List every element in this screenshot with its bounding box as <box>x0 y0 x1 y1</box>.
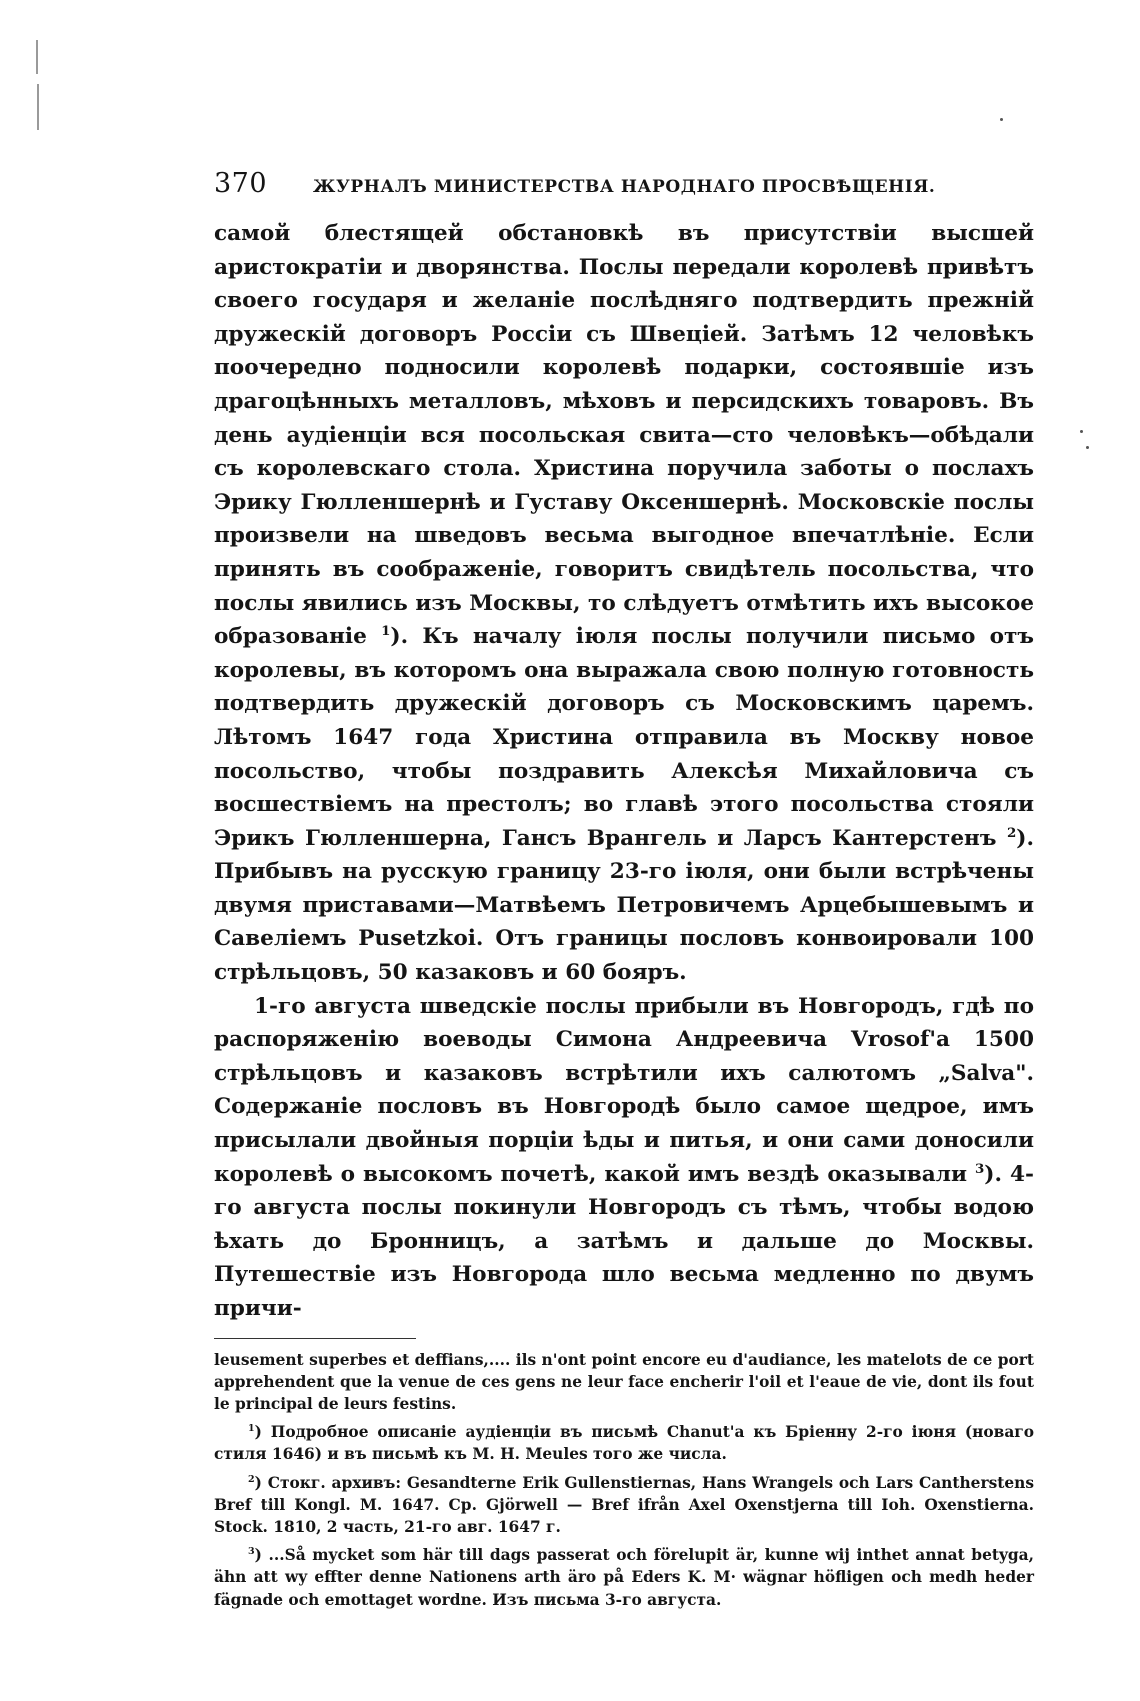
paragraph-text: ). Къ началу іюля послы получили письмо отъ королевы, въ которомъ она выражала свою полную готовность подтвердить дружескій договоръ съ Московскимъ царемъ. Лѣтомъ 1647 года Христина отправила въ Москву новое посольство, чтобы поздравить Алексѣя Михайловича съ восшествіемъ на престолъ; во главѣ этого посольства стояли Эрикъ Гюлленшерна, Гансъ Врангель и Ларсъ Кантерстенъ <box>214 624 1034 851</box>
scan-speck <box>1000 118 1003 121</box>
paragraph-text: самой блестящей обстановкѣ въ присутствіи высшей аристократіи и дворянства. Послы передали королевѣ привѣтъ своего государя и желаніе послѣдняго подтвердить прежній дружескій договоръ Россіи съ Швеціей. Затѣмъ 12 человѣкъ поочередно подносили королевѣ подарки, состоявшіе изъ драгоцѣнныхъ металловъ, мѣховъ и персидскихъ товаровъ. Въ день аудіенціи вся посольская свита—сто человѣкъ—обѣдали съ королевскаго стола. Христина поручила заботы о послахъ Эрику Гюлленшернѣ и Густаву Оксеншернѣ. Московскіе послы произвели на шведовъ весьма выгодное впечатлѣніе. Если принять въ соображеніе, говоритъ свидѣтель посольства, что послы явились изъ Москвы, то слѣдуетъ отмѣтить ихъ высокое образованіе <box>214 221 1034 650</box>
footnote-marker: 2 <box>248 1473 255 1485</box>
footnote <box>214 1421 1034 1465</box>
scan-edge-marks <box>36 40 39 130</box>
footnote-text: ) ...Så mycket som här till dags passerat och förelupit är, kunne wij inthet annat betyga, ähn att wy effter denne Nationens arth äro på Eders K. M· wägnar höfligen och medh heder fägnade och emottaget wordne. Изъ письма 3-го августа. <box>214 1546 1034 1609</box>
paragraph-text: 1-го августа шведскіе послы прибыли въ Новгородъ, гдѣ по распоряженію воеводы Симона Андреевича Vrosof'а 1500 стрѣльцовъ и казаковъ встрѣтили ихъ салютомъ „Salva". Содержаніе пословъ въ Новгородѣ было самое щедрое, имъ присылали двойныя порціи ѣды и питья, и они сами доносили королевѣ о высокомъ почетѣ, какой имъ вездѣ оказывали <box>214 993 1034 1187</box>
running-title: ЖУРНАЛЪ МИНИСТЕРСТВА НАРОДНАГО ПРОСВѢЩЕНІЯ. <box>313 177 936 197</box>
footnote-marker: 3 <box>248 1546 255 1558</box>
page-number: 370 <box>214 168 268 199</box>
body-paragraph <box>214 217 1034 990</box>
footnote-text: ) Подробное описаніе аудіенціи въ письмѣ Chanut'a къ Бріенну 2-го іюня (новаго стиля 1646) и въ письмѣ къ М. Н. Meules того же числа. <box>214 1423 1034 1464</box>
footnote-continuation: leusement superbes et deffians,.... ils n'ont point encore eu d'audiance, les matelots de ce port apprehendent que la venue de ces gens ne leur face encherir l'oil et l'eaue de vie, dont ils fout le principal de leurs festins. <box>214 1350 1034 1413</box>
paragraph-text: ). 4-го августа послы покинули Новгородъ съ тѣмъ, чтобы водою ѣхать до Бронницъ, а затѣмъ и дальше до Москвы. Путешествіе изъ Новгорода шло весьма медленно по двумъ причи- <box>214 1161 1034 1321</box>
footnote-marker: 1 <box>248 1423 255 1435</box>
footnote-ref: 2 <box>1006 824 1017 841</box>
paragraph-text: ). Прибывъ на русскую границу 23-го іюля, они были встрѣчены двумя приставами—Матвѣемъ Петровичемъ Арцебышевымъ и Савеліемъ Pusetzkoi. Отъ границы пословъ конвоировали 100 стрѣльцовъ, 50 казаковъ и 60 бояръ. <box>214 825 1034 986</box>
page-header <box>214 168 1034 199</box>
footnote <box>214 1544 1034 1611</box>
footnote <box>214 1472 1034 1539</box>
scan-speck <box>1086 446 1089 449</box>
footnote-ref: 3 <box>974 1160 985 1177</box>
footnotes <box>214 1349 1034 1611</box>
main-text <box>214 217 1034 1326</box>
footnote-text: ) Стокг. архивъ: Gesandterne Erik Gullenstiernas, Hans Wrangels och Lars Cantherstens Bref till Kongl. M. 1647. Ср. Gjörwell — Bref ifrån Axel Oxenstjerna till Ioh. Oxenstierna. Stock. 1810, 2 часть, 21-го авг. 1647 г. <box>214 1473 1034 1537</box>
footnote-ref: 1 <box>381 622 391 639</box>
footnote-divider <box>214 1338 416 1339</box>
scan-speck <box>1080 430 1083 433</box>
body-paragraph <box>214 990 1034 1326</box>
book-page <box>214 168 1034 1611</box>
